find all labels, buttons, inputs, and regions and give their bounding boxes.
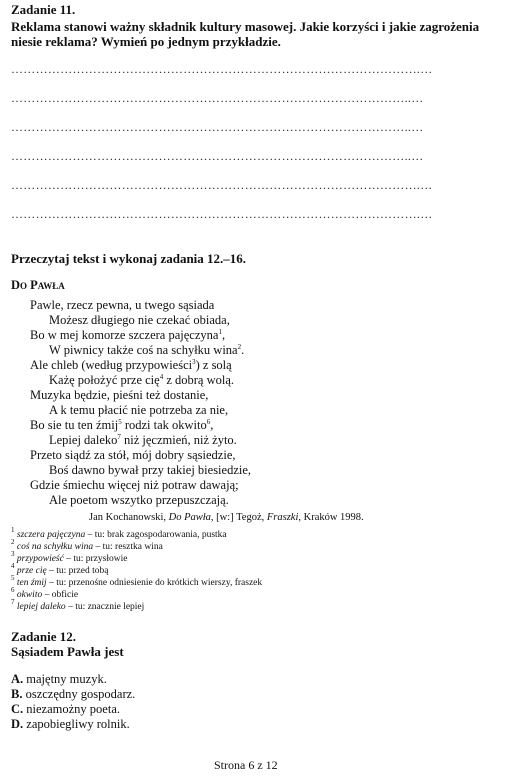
poem-line: Ale chleb (według przypowieści$^3$) z solą: [30, 358, 232, 372]
answer-line-4[interactable]: ……………………………………………………………………………………..…: [11, 149, 424, 163]
footnote: $^2$ coś na schyłku wina – tu: resztka wina: [11, 538, 163, 552]
poem-line: Przeto siądź za stół, mój dobry sąsiedzie,: [30, 448, 236, 462]
answer-line-2[interactable]: ……………………………………………………………………………………..…: [11, 91, 424, 105]
poem-title: Do Pawła: [11, 278, 65, 292]
poem-line: Gdzie śmiechu więcej niż potraw dawają;: [30, 478, 239, 492]
footnote-ref: 2: [237, 343, 242, 351]
footnote-ref: 6: [206, 418, 211, 426]
task11-question-line2: niesie reklama? Wymień po jednym przykładzie.: [11, 34, 281, 49]
poem-line: Lepiej daleko$^7$ niż jęczmień, niż żyto.: [49, 433, 237, 447]
reading-instruction: Przeczytaj tekst i wykonaj zadania 12.–16.: [11, 251, 247, 266]
footnote: $^6$ okwito – obficie: [11, 586, 79, 600]
task12-question: Sąsiadem Pawła jest: [11, 644, 124, 659]
option-b[interactable]: B. oszczędny gospodarz.: [11, 687, 136, 701]
option-d[interactable]: D. zapobiegliwy rolnik.: [11, 717, 130, 731]
footnote-ref: 3: [192, 358, 196, 366]
page-number: Strona 6 z 12: [214, 758, 278, 772]
poem-line: Możesz długiego nie czekać obiada,: [49, 313, 230, 327]
poem-line: Bo sie tu ten źmij$^5$ rodzi tak okwito$^6$,: [30, 418, 214, 432]
poem-line: W piwnicy także coś na schyłku wina$^2$.: [49, 343, 245, 357]
answer-line-1[interactable]: ……………………………………………………………………………………….…: [11, 62, 433, 76]
footnote: $^5$ ten źmij – tu: przenośne odniesienie do krótkich wierszy, fraszek: [11, 574, 263, 588]
poem-source: Jan Kochanowski, Do Pawła, [w:] Tegoż, Fraszki, Kraków 1998.: [89, 512, 364, 523]
footnote-ref: 1: [218, 328, 222, 336]
answer-line-5[interactable]: ……………………………………………………………………………………….…: [11, 178, 433, 192]
footnote: $^1$ szczera pajęczyna – tu: brak zagospodarowania, pustka: [11, 526, 227, 540]
poem-line: Ale poetom wszytko przepuszczają.: [49, 493, 229, 507]
poem-line: Pawle, rzecz pewna, u twego sąsiada: [30, 298, 215, 312]
task11-heading: Zadanie 11.: [11, 2, 76, 17]
option-c[interactable]: C. niezamożny poeta.: [11, 702, 120, 716]
poem-line: A k temu płacić nie potrzeba za nie,: [49, 403, 229, 417]
answer-line-3[interactable]: ……………………………………………………………………………………..…: [11, 120, 424, 134]
answer-line-6[interactable]: ……………………………………………………………………………………….…: [11, 207, 433, 221]
footnote-ref: 5: [118, 418, 122, 426]
poem-line: Boś dawno bywał przy takiej biesiedzie,: [49, 463, 252, 477]
poem-line: Bo w mej komorze szczera pajęczyna$^1$,: [30, 328, 226, 342]
poem-line: Każę położyć prze cię$^4$ z dobrą wolą.: [49, 373, 235, 387]
footnote-ref: 7: [117, 433, 121, 441]
footnote: $^7$ lepiej daleko – tu: znacznie lepiej: [11, 598, 145, 612]
footnote-ref: 4: [159, 373, 164, 381]
footnote: $^3$ przypowieść – tu: przysłowie: [11, 550, 128, 564]
poem-line: Muzyka będzie, pieśni też dostanie,: [30, 388, 209, 402]
footnote: $^4$ prze cię – tu: przed tobą: [11, 562, 109, 576]
task12-heading: Zadanie 12.: [11, 629, 77, 644]
task11-question-line1: Reklama stanowi ważny składnik kultury masowej. Jakie korzyści i jakie zagrożenia: [11, 19, 480, 34]
option-a[interactable]: A. majętny muzyk.: [11, 672, 107, 686]
